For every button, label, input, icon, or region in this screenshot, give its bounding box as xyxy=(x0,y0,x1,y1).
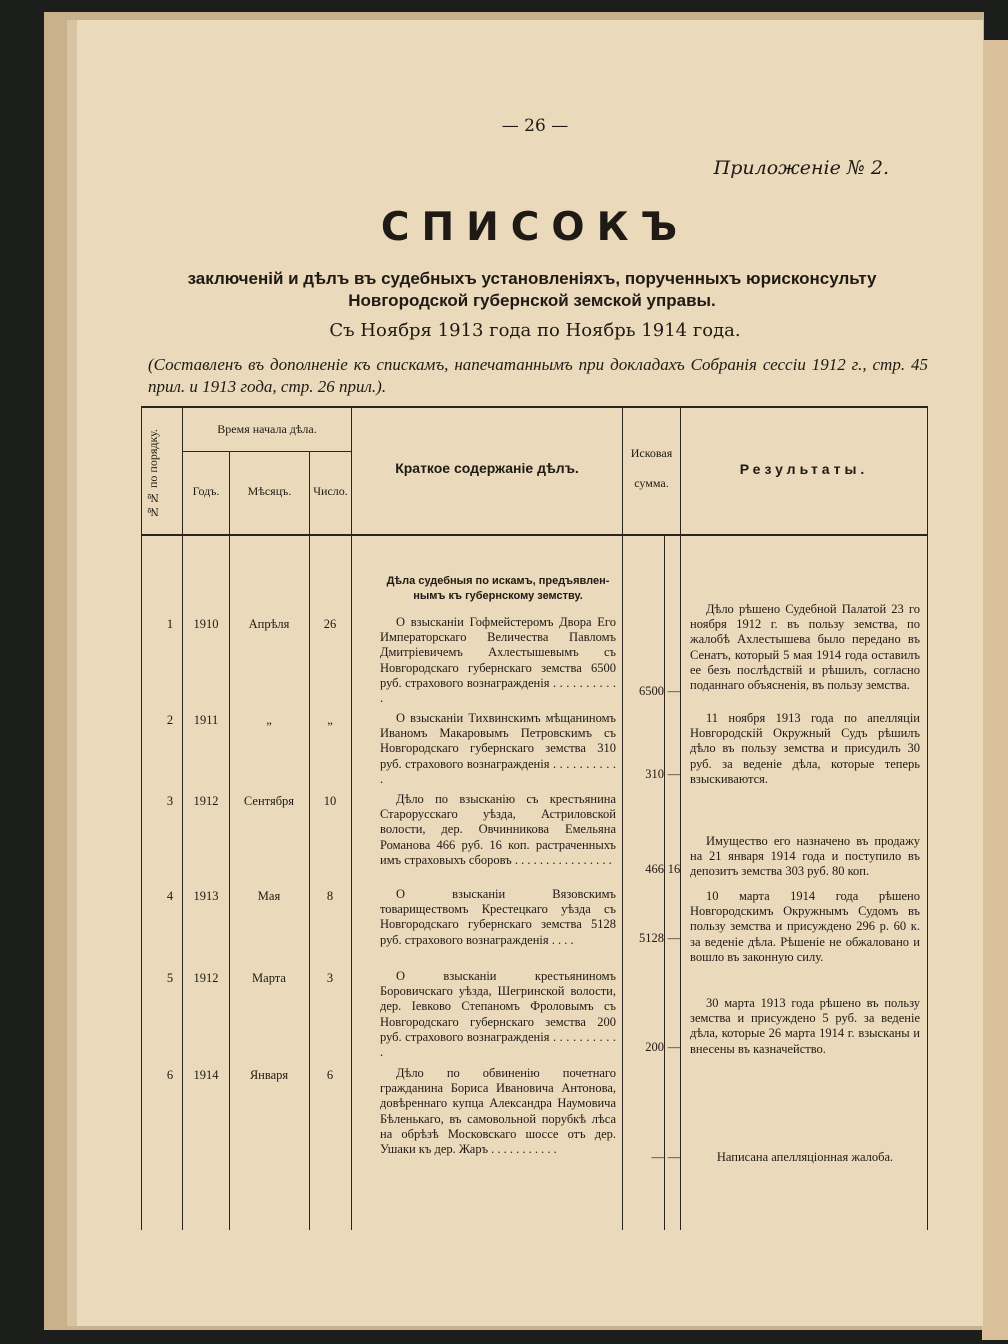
row-1-sum: 6500 xyxy=(639,684,664,698)
row-5-content: О взысканiи крестьяниномъ Боровичскаго уѣзда, Шегринской волости, дер. Іевково Степаномъ Фроловымъ съ Новгородскаго губернскаго земства 200 руб. страхового вознагражденiя . . . . . . . . . . . xyxy=(380,969,616,1060)
row-4-content: О взысканiи Вязовскимъ товариществомъ Крестецкаго уѣзда съ Новгородскаго губернскаго земства 5128 руб. страхового вознагражденiя . . . . xyxy=(380,887,616,947)
row-1-year: 1910 xyxy=(193,617,219,631)
row-6-number: 6 xyxy=(166,1068,174,1082)
document-title: СПИСОКЪ xyxy=(380,205,690,250)
row-1-kopecks: — xyxy=(667,684,681,698)
row-4-day: 8 xyxy=(326,889,334,903)
row-3-number: 3 xyxy=(166,794,174,808)
row-5-result: 30 марта 1913 года рѣшено въ пользу земства и присуждено 5 руб. за веденiе дѣла, которые 26 марта 1914 г. взысканы и внесены въ казначейство. xyxy=(690,996,920,1056)
row-3-year: 1912 xyxy=(193,794,219,808)
document-period: Съ Ноября 1913 года по Ноябрь 1914 года. xyxy=(329,320,741,341)
row-1-content: О взысканiи Гофмейстеромъ Двора Его Императорскаго Величества Павломъ Дмитрiевичемъ Ахлестышевымъ съ Новгородскаго губернскаго земства 6500 руб. страхового вознагражденiя . . . . . . . . . . . xyxy=(380,615,616,706)
row-2-day: „ xyxy=(327,713,333,727)
row-6-content: Дѣло по обвиненiю почетнаго гражданина Бориса Ивановича Антонова, довѣреннаго купца Александра Наумовича Бѣленькаго, въ самовольной порубкѣ лѣса на обрѣзѣ Московскаго шоссе отъ дер. Ушаки къ дер. Жаръ . . . . . . . . . . . xyxy=(380,1066,616,1157)
row-6-year: 1914 xyxy=(193,1068,219,1082)
row-3-sum: 466 xyxy=(645,862,664,876)
row-5-sum: 200 xyxy=(645,1040,664,1054)
row-1-number: 1 xyxy=(166,617,174,631)
header-content: Краткое содержанiе дѣлъ. xyxy=(395,460,579,476)
row-1-result: Дѣло рѣшено Судебной Палатой 23 го ноября 1912 г. въ пользу земства, по жалобѣ Ахлестышева было передано въ Сенатъ, который 5 мая 1914 года оставилъ ее безъ послѣдствiй и рѣшилъ, согласно поданнаго объясненiя, въ пользу земства. xyxy=(690,602,920,693)
row-3-day: 10 xyxy=(323,794,337,808)
header-sum-line-1: Исковая xyxy=(630,446,673,460)
row-6-sum: — xyxy=(651,1150,664,1164)
header-day: Число. xyxy=(313,484,348,498)
row-2-month: „ xyxy=(266,713,272,727)
appendix-label: Приложенie № 2. xyxy=(713,157,889,179)
row-6-result: Написана апелляцiонная жалоба. xyxy=(716,1150,894,1164)
document-subtitle: заключенiй и дѣлъ въ судебныхъ установленiяхъ, порученныхъ юрисконсульту Новгородской губернской земской управы. xyxy=(187,269,877,310)
page-number: — 26 — xyxy=(501,116,569,136)
header-sum-line-2: сумма. xyxy=(634,476,669,490)
document-note: (Составленъ въ дополненiе къ спискамъ, напечатаннымъ при докладахъ Собранiя сессiи 1912 г., стр. 45 прил. и 1913 года, стр. 26 прил.). xyxy=(148,355,928,396)
row-2-content: О взысканiи Тихвинскимъ мѣщаниномъ Иваномъ Макаровымъ Петровскимъ съ Новгородскаго губернскаго земства 310 руб. страхового вознагражденiя . . . . . . . . . . . xyxy=(380,711,616,786)
row-1-month: Апрѣля xyxy=(248,617,290,631)
row-5-number: 5 xyxy=(166,971,174,985)
row-4-result: 10 марта 1914 года рѣшено Новгородскимъ Окружнымъ Судомъ въ пользу земства и присуждено 296 р. 60 к. за веденiе дѣла. Рѣшенiе не обжаловано и вошло въ законную силу. xyxy=(690,889,920,964)
row-3-kopecks: 16 xyxy=(667,862,681,876)
header-start-time: Время начала дѣла. xyxy=(217,422,317,436)
row-1-day: 26 xyxy=(323,617,337,631)
row-4-year: 1913 xyxy=(193,889,219,903)
row-5-day: 3 xyxy=(326,971,334,985)
row-5-year: 1912 xyxy=(193,971,219,985)
row-2-year: 1911 xyxy=(193,713,219,727)
row-3-month: Сентября xyxy=(243,794,295,808)
header-year: Годъ. xyxy=(192,484,220,498)
row-4-sum: 5128 xyxy=(639,931,664,945)
row-2-sum: 310 xyxy=(645,767,664,781)
row-2-kopecks: — xyxy=(667,767,681,781)
row-3-content: Дѣло по взысканiю съ крестьянина Старорусскаго уѣзда, Астриловской волости, дер. Овчинникова Емельяна Романова 466 руб. 16 коп. растраченныхъ имъ страховыхъ сборовъ . . . . . . . . . . . . . . . . xyxy=(380,792,616,867)
row-4-kopecks: — xyxy=(667,931,681,945)
row-3-result: Имущество его назначено въ продажу на 21 января 1914 года и поступило въ депозитъ земства 303 руб. 80 коп. xyxy=(690,834,920,879)
row-2-result: 11 ноября 1913 года по апелляцiи Новгородскiй Окружный Судъ рѣшилъ дѣло въ пользу земства и присудилъ 30 руб. за веденiе дѣла, которые теперь взыскиваются. xyxy=(690,711,920,786)
row-6-day: 6 xyxy=(326,1068,334,1082)
row-5-month: Марта xyxy=(252,971,286,985)
section-heading: Дѣла судебныя по искамъ, предъявлен- нымъ къ губернскому земству. xyxy=(386,575,610,602)
header-results: Результаты. xyxy=(739,461,869,477)
row-6-month: Января xyxy=(249,1068,289,1082)
row-2-number: 2 xyxy=(166,713,174,727)
row-4-number: 4 xyxy=(166,889,174,903)
row-4-month: Мая xyxy=(257,889,281,903)
row-5-kopecks: — xyxy=(667,1040,681,1054)
header-month: Мѣсяцъ. xyxy=(247,484,292,498)
row-6-kopecks: — xyxy=(667,1150,681,1164)
header-number: №№ по порядку. xyxy=(146,429,160,519)
